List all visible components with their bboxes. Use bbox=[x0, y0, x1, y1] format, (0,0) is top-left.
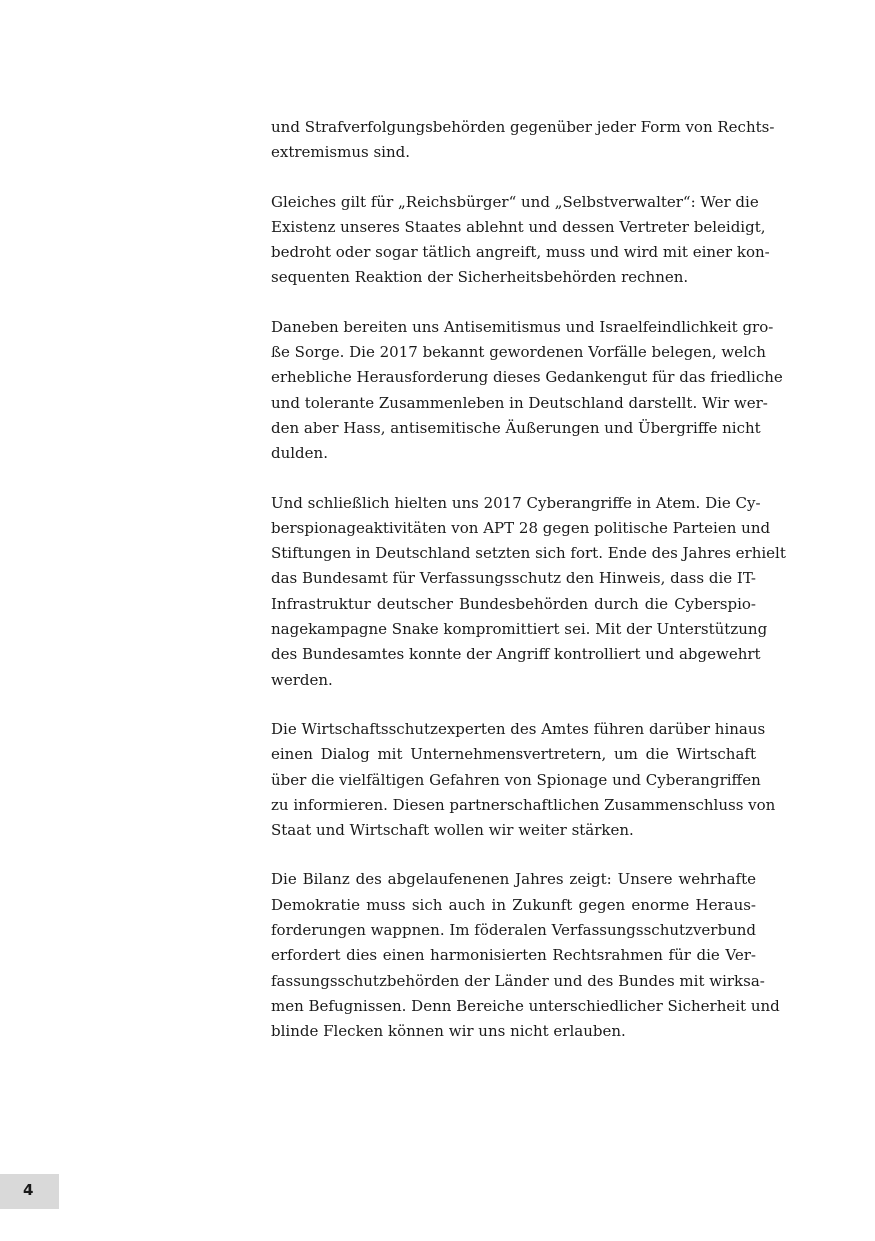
text-line: men Befugnissen. Denn Bereiche unterschiedlicher Sicherheit und bbox=[271, 996, 780, 1015]
paragraph-2 bbox=[271, 190, 770, 291]
text-line: nagekampagne Snake kompromittiert sei. Mit der Unterstützung bbox=[271, 620, 768, 639]
paragraph-5 bbox=[271, 717, 776, 843]
text-line: Und schließlich hielten uns 2017 Cyberangriffe in Atem. Die Cy- bbox=[271, 493, 761, 512]
text-line: und tolerante Zusammenleben in Deutschland darstellt. Wir wer- bbox=[271, 393, 768, 412]
text-line: erhebliche Herausforderung dieses Gedankengut für das friedliche bbox=[271, 368, 783, 387]
text-line: und Strafverfolgungsbehörden gegenüber jeder Form von Rechts- bbox=[271, 118, 775, 136]
page-number-box bbox=[0, 1174, 59, 1209]
text-line: Existenz unseres Staates ablehnt und dessen Vertreter beleidigt, bbox=[271, 217, 766, 236]
paragraph-6 bbox=[271, 867, 780, 1044]
text-line: Gleiches gilt für „Reichsbürger“ und „Selbstverwalter“: Wer die bbox=[271, 192, 759, 211]
text-line: erfordert dies einen harmonisierten Rechtsrahmen für die Ver- bbox=[271, 946, 756, 965]
text-line: Demokratie muss sich auch in Zukunft gegen enorme Heraus- bbox=[271, 895, 756, 914]
text-line: Staat und Wirtschaft wollen wir weiter stärken. bbox=[271, 821, 634, 840]
text-line: über die vielfältigen Gefahren von Spionage und Cyberangriffen bbox=[271, 770, 761, 789]
text-line: Die Bilanz des abgelaufenenen Jahres zeigt: Unsere wehrhafte bbox=[271, 870, 756, 889]
text-line: berspionageaktivitäten von APT 28 gegen politische Parteien und bbox=[271, 518, 771, 537]
text-line: Stiftungen in Deutschland setzten sich fort. Ende des Jahres erhielt bbox=[271, 544, 786, 563]
text-line: einen Dialog mit Unternehmensvertretern, um die Wirtschaft bbox=[271, 745, 756, 764]
paragraph-3 bbox=[271, 315, 783, 467]
text-line: ße Sorge. Die 2017 bekannt gewordenen Vorfälle belegen, welch bbox=[271, 343, 766, 362]
text-line: sequenten Reaktion der Sicherheitsbehörden rechnen. bbox=[271, 268, 689, 287]
body-text-column bbox=[271, 115, 786, 1069]
page-number: 4 bbox=[23, 1181, 34, 1199]
text-line: Die Wirtschaftsschutzexperten des Amtes führen darüber hinaus bbox=[271, 719, 766, 738]
text-line: das Bundesamt für Verfassungsschutz den Hinweis, dass die IT- bbox=[271, 569, 756, 588]
text-line: zu informieren. Diesen partnerschaftlichen Zusammenschluss von bbox=[271, 795, 776, 814]
text-line: extremismus sind. bbox=[271, 143, 411, 162]
text-line: fassungsschutzbehörden der Länder und des Bundes mit wirksa- bbox=[271, 971, 765, 990]
text-line: Daneben bereiten uns Antisemitismus und Israelfeindlichkeit gro- bbox=[271, 317, 774, 336]
text-line: forderungen wappnen. Im föderalen Verfassungsschutzverbund bbox=[271, 921, 756, 940]
text-line: blinde Flecken können wir uns nicht erlauben. bbox=[271, 1022, 626, 1041]
paragraph-1 bbox=[271, 115, 775, 166]
text-line: Infrastruktur deutscher Bundesbehörden durch die Cyberspio- bbox=[271, 594, 756, 613]
text-line: den aber Hass, antisemitische Äußerungen und Übergriffe nicht bbox=[271, 418, 761, 437]
text-line: des Bundesamtes konnte der Angriff kontrolliert und abgewehrt bbox=[271, 645, 761, 664]
text-line: dulden. bbox=[271, 444, 328, 463]
paragraph-4 bbox=[271, 491, 786, 693]
text-line: werden. bbox=[271, 670, 333, 689]
text-line: bedroht oder sogar tätlich angreift, muss und wird mit einer kon- bbox=[271, 243, 770, 262]
